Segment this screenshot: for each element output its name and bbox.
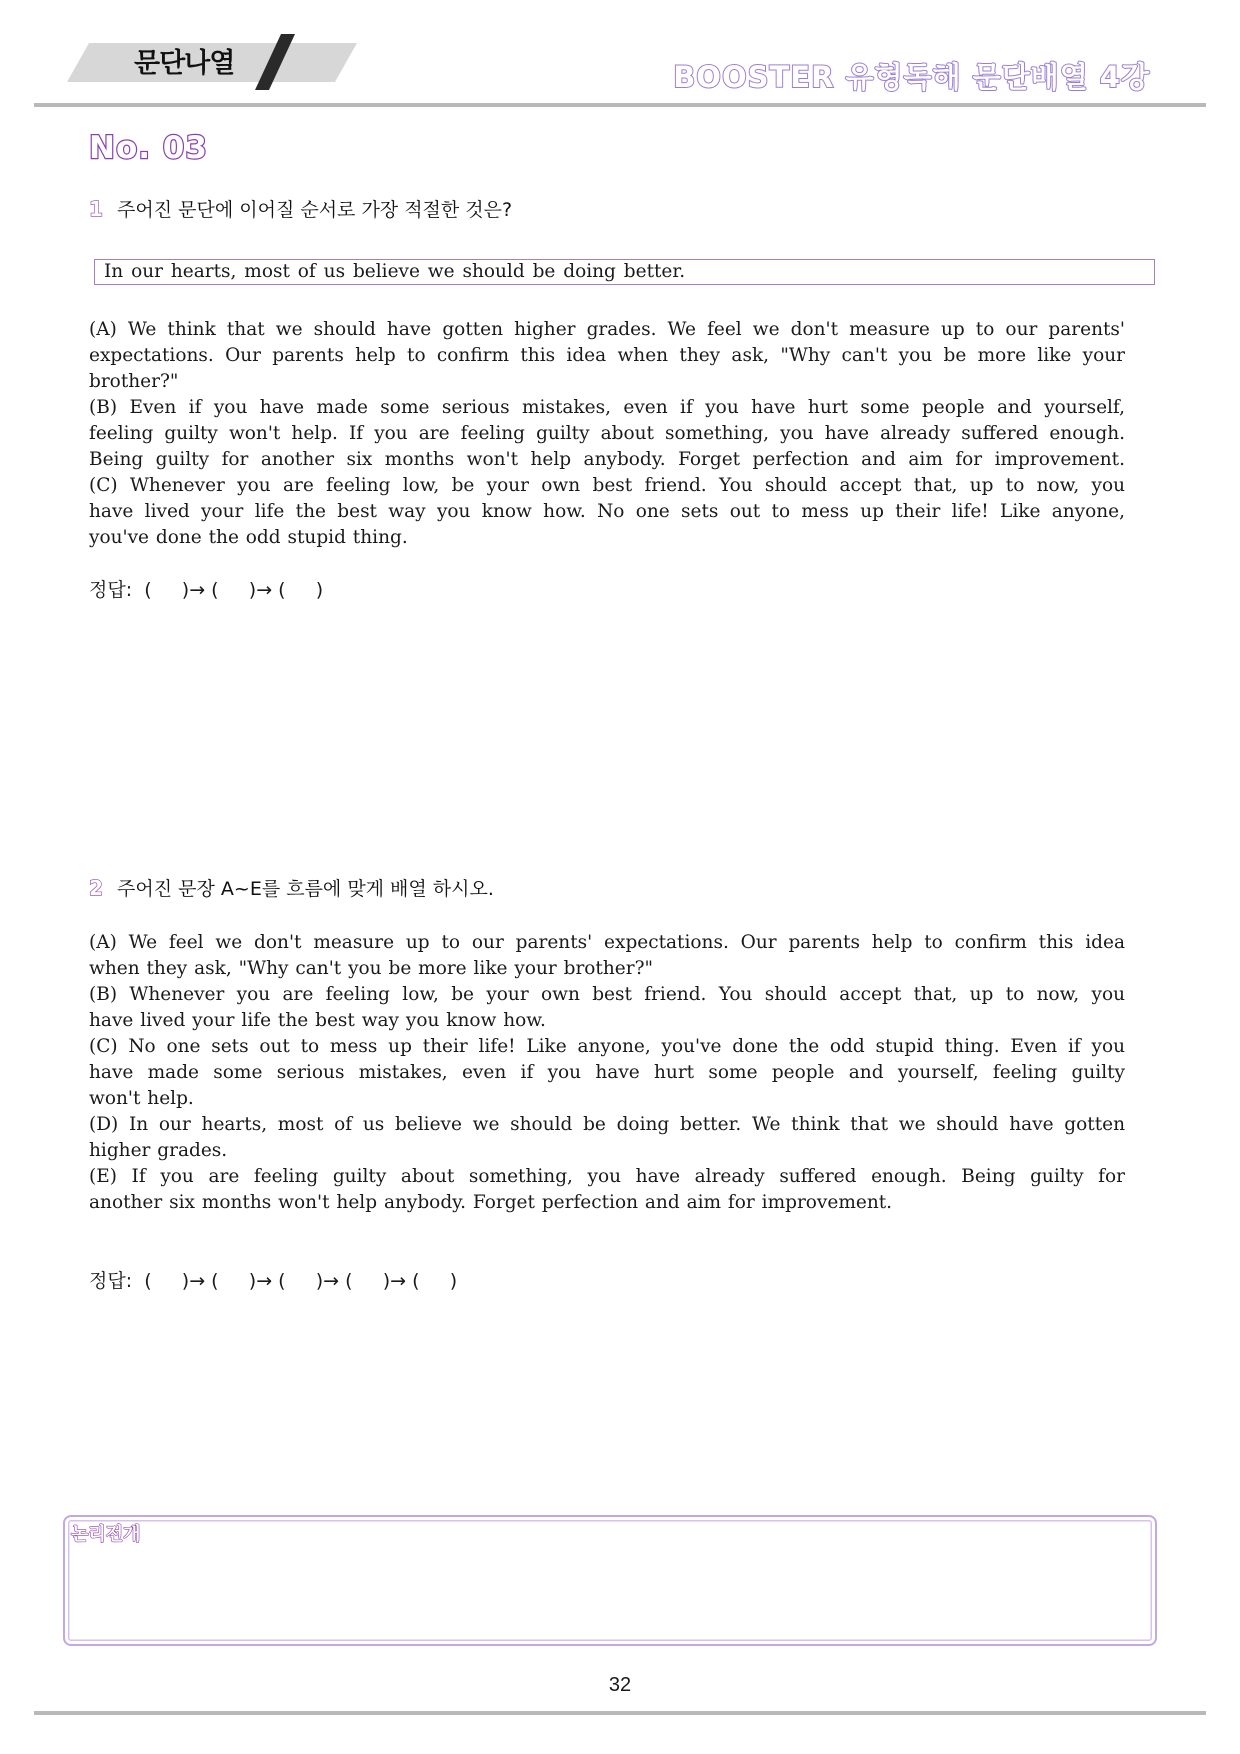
- question-1-prompt: 주어진 문단에 이어질 순서로 가장 적절한 것은?: [117, 199, 513, 221]
- paragraph-line: expectations. Our parents help to confirm this idea when they ask, "Why can't you be more like your: [89, 345, 1125, 366]
- sentence-line: (C) No one sets out to mess up their life! Like anyone, you've done the odd stupid thing. Even if you: [89, 1036, 1125, 1057]
- sentence-line: have made some serious mistakes, even if you have hurt some people and yourself, feeling guilty: [89, 1062, 1125, 1083]
- problem-number: No. 03: [89, 130, 208, 166]
- sentence-line: (E) If you are feeling guilty about something, you have already suffered enough. Being guilty for: [89, 1166, 1125, 1187]
- section-title: 문단나열: [134, 48, 235, 79]
- question-2-sentences: [89, 930, 1125, 1216]
- question-2-number: 2: [89, 876, 103, 900]
- page-number: 32: [608, 1674, 632, 1696]
- paragraph-line: brother?": [89, 371, 179, 392]
- question-1-paragraphs: [89, 317, 1125, 551]
- sentence-line: won't help.: [89, 1088, 194, 1109]
- question-2-prompt-line: [89, 875, 494, 901]
- question-1-number: 1: [89, 197, 103, 221]
- logic-notes-label: 논리전개: [71, 1524, 141, 1545]
- paragraph-line: (C) Whenever you are feeling low, be your own best friend. You should accept that, up to now, you: [89, 475, 1125, 496]
- paragraph-line: (B) Even if you have made some serious mistakes, even if you have hurt some people and yourself,: [89, 397, 1125, 418]
- question-2-answer-blanks[interactable]: 정답: ( )→ ( )→ ( )→ ( )→ ( ): [89, 1270, 458, 1292]
- paragraph-line: (A) We think that we should have gotten higher grades. We feel we don't measure up to our parents': [89, 319, 1125, 340]
- question-1-prompt-line: [89, 196, 512, 222]
- question-2-prompt: 주어진 문장 A~E를 흐름에 맞게 배열 하시오.: [117, 878, 494, 900]
- series-title: BOOSTER 유형독해 문단배열 4강: [673, 60, 1150, 94]
- sentence-line: (A) We feel we don't measure up to our parents' expectations. Our parents help to confirm this idea: [89, 932, 1125, 953]
- sentence-line: when they ask, "Why can't you be more like your brother?": [89, 958, 653, 979]
- footer-divider: [34, 1711, 1206, 1715]
- sentence-line: have lived your life the best way you know how.: [89, 1010, 546, 1031]
- question-1-answer-blanks[interactable]: 정답: ( )→ ( )→ ( ): [89, 579, 324, 601]
- logic-notes-box[interactable]: [63, 1515, 1157, 1646]
- paragraph-line: feeling guilty won't help. If you are feeling guilty about something, you have already suffered enough.: [89, 423, 1125, 444]
- given-sentence: In our hearts, most of us believe we should be doing better.: [104, 261, 686, 282]
- paragraph-line: you've done the odd stupid thing.: [89, 527, 408, 548]
- paragraph-line: have lived your life the best way you know how. No one sets out to mess up their life! Like anyone,: [89, 501, 1125, 522]
- sentence-line: (B) Whenever you are feeling low, be your own best friend. You should accept that, up to now, you: [89, 984, 1125, 1005]
- header-divider: [34, 103, 1206, 107]
- sentence-line: higher grades.: [89, 1140, 228, 1161]
- paragraph-line: Being guilty for another six months won't help anybody. Forget perfection and aim for improvement.: [89, 449, 1125, 470]
- sentence-line: (D) In our hearts, most of us believe we should be doing better. We think that we should have gotten: [89, 1114, 1125, 1135]
- sentence-line: another six months won't help anybody. Forget perfection and aim for improvement.: [89, 1192, 893, 1213]
